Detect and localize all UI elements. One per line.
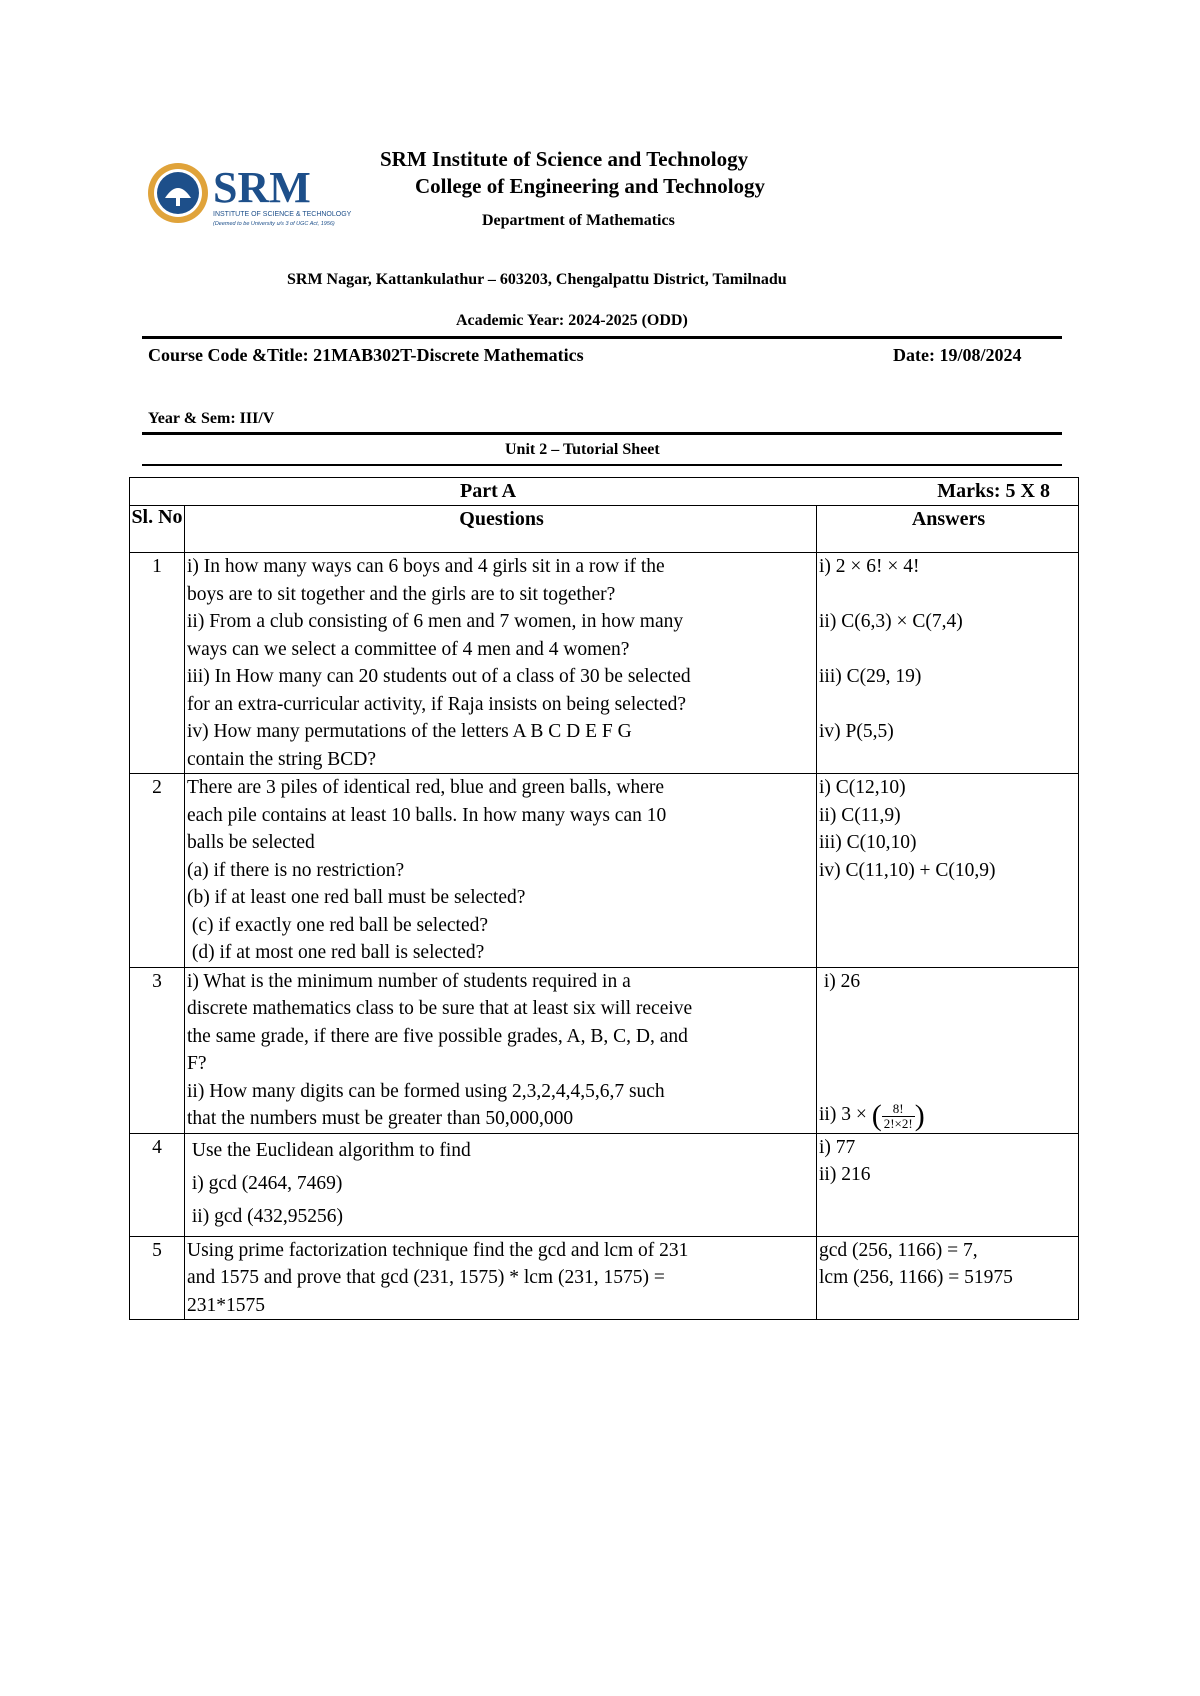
divider — [142, 432, 1062, 435]
answer-line: gcd (256, 1166) = 7, — [819, 1239, 978, 1261]
answer-line — [819, 636, 1078, 664]
part-header-row — [130, 478, 1079, 506]
srm-logo — [145, 160, 355, 230]
question-line: ways can we select a committee of 4 men and 4 women? — [187, 638, 630, 660]
divider — [142, 464, 1062, 466]
question-line: balls be selected — [187, 832, 315, 853]
tutorial-table — [129, 477, 1079, 1320]
marks-label: Marks: 5 X 8 — [937, 480, 1050, 502]
question-line: There are 3 piles of identical red, blue and green balls, where — [187, 777, 664, 798]
row-number: 1 — [130, 553, 185, 774]
left-paren: ( — [871, 1099, 882, 1133]
question-line: boys are to sit together and the girls are to sit together? — [187, 583, 616, 605]
question-line: i) In how many ways can 6 boys and 4 girls sit in a row if the — [187, 556, 665, 577]
question-line: (b) if at least one red ball must be selected? — [187, 887, 526, 908]
question-line: and 1575 and prove that gcd (231, 1575) * lcm (231, 1575) = — [187, 1267, 665, 1288]
question-line: (d) if at most one red ball is selected? — [187, 942, 485, 963]
answer-cell — [817, 1236, 1079, 1320]
question-line: (c) if exactly one red ball be selected? — [187, 914, 489, 936]
svg-text:(Deemed to be University u/s 3: (Deemed to be University u/s 3 of UGC Act, 1956) — [213, 221, 335, 227]
answer-cell — [817, 553, 1079, 774]
col-questions-header: Questions — [185, 506, 817, 553]
question-line: that the numbers must be greater than 50,000,000 — [187, 1108, 574, 1129]
question-cell — [185, 553, 817, 774]
answer-line: i) 77 — [819, 1136, 856, 1158]
answer-line — [819, 1099, 925, 1133]
column-header-row — [130, 506, 1079, 553]
question-cell — [185, 1133, 817, 1236]
question-line: F? — [187, 1053, 207, 1074]
question-line: discrete mathematics class to be sure that at least six will receive — [187, 998, 693, 1019]
question-line: ii) How many digits can be formed using 2,3,2,4,4,5,6,7 such — [187, 1080, 665, 1102]
table-row — [130, 774, 1079, 968]
answer-line: i) 2 × 6! × 4! — [819, 556, 920, 577]
question-line: Using prime factorization technique find the gcd and lcm of 231 — [187, 1239, 689, 1261]
answer-line — [819, 581, 1078, 609]
year-sem: Year & Sem: III/V — [148, 410, 275, 427]
question-line: ii) From a club consisting of 6 men and 7 women, in how many — [187, 611, 684, 632]
question-cell — [185, 1236, 817, 1320]
fraction-denominator: 2!×2! — [883, 1115, 913, 1131]
col-answers-header: Answers — [817, 506, 1079, 553]
answer-line: i) 26 — [819, 970, 861, 992]
answer-line: iii) C(10,10) — [819, 832, 917, 853]
question-line: the same grade, if there are five possible grades, A, B, C, D, and — [187, 1025, 688, 1047]
divider — [142, 336, 1062, 339]
fraction-numerator: 8! — [882, 1102, 915, 1117]
svg-text:INSTITUTE OF SCIENCE & TECHNOL: INSTITUTE OF SCIENCE & TECHNOLOGY — [213, 211, 352, 218]
question-line: Use the Euclidean algorithm to find — [187, 1139, 471, 1161]
question-line: i) What is the minimum number of students required in a — [187, 970, 631, 992]
question-line: 231*1575 — [187, 1294, 265, 1316]
question-line: for an extra-curricular activity, if Raja insists on being selected? — [187, 693, 687, 715]
question-line: iv) How many permutations of the letters A B C D E F G — [187, 721, 632, 742]
answer-cell — [817, 1133, 1079, 1236]
row-number: 3 — [130, 967, 185, 1133]
table-row — [130, 967, 1079, 1133]
answer-line: ii) 216 — [819, 1164, 871, 1185]
question-cell — [185, 774, 817, 968]
question-line: iii) In How many can 20 students out of a class of 30 be selected — [187, 666, 691, 687]
address: SRM Nagar, Kattankulathur – 603203, Chengalpattu District, Tamilnadu — [287, 271, 787, 288]
answer-line: ii) C(11,9) — [819, 804, 901, 826]
academic-year: Academic Year: 2024-2025 (ODD) — [456, 312, 688, 329]
answer-line: i) C(12,10) — [819, 777, 906, 798]
table-row — [130, 553, 1079, 774]
question-line: i) gcd (2464, 7469) — [187, 1172, 343, 1194]
answer-line — [819, 691, 1078, 719]
answer-line: iv) C(11,10) + C(10,9) — [819, 859, 996, 881]
answer-prefix: ii) 3 × — [819, 1104, 867, 1126]
table-row — [130, 1133, 1079, 1236]
question-line: ii) gcd (432,95256) — [187, 1205, 343, 1227]
answer-line: iv) P(5,5) — [819, 721, 894, 742]
question-line: each pile contains at least 10 balls. In how many ways can 10 — [187, 804, 667, 826]
row-number: 5 — [130, 1236, 185, 1320]
institute-name: SRM Institute of Science and Technology — [380, 147, 749, 171]
answer-cell — [817, 967, 1079, 1133]
part-label: Part A — [460, 480, 517, 502]
fraction — [882, 1102, 915, 1131]
row-number: 4 — [130, 1133, 185, 1236]
answer-line: lcm (256, 1166) = 51975 — [819, 1267, 1013, 1288]
course-title: Course Code &Title: 21MAB302T-Discrete Mathematics — [148, 345, 584, 365]
answer-line: iii) C(29, 19) — [819, 666, 922, 687]
date: Date: 19/08/2024 — [893, 345, 1022, 365]
answer-line: ii) C(6,3) × C(7,4) — [819, 611, 963, 632]
unit-title: Unit 2 – Tutorial Sheet — [505, 441, 660, 458]
table-row — [130, 1236, 1079, 1320]
col-sl-header: Sl. No — [130, 506, 185, 553]
right-paren: ) — [914, 1099, 925, 1133]
row-number: 2 — [130, 774, 185, 968]
question-cell — [185, 967, 817, 1133]
question-line: contain the string BCD? — [187, 748, 377, 770]
question-line: (a) if there is no restriction? — [187, 859, 405, 881]
college-name: College of Engineering and Technology — [415, 174, 766, 198]
department-name: Department of Mathematics — [482, 212, 675, 229]
answer-cell — [817, 774, 1079, 968]
svg-text:SRM: SRM — [213, 163, 311, 212]
